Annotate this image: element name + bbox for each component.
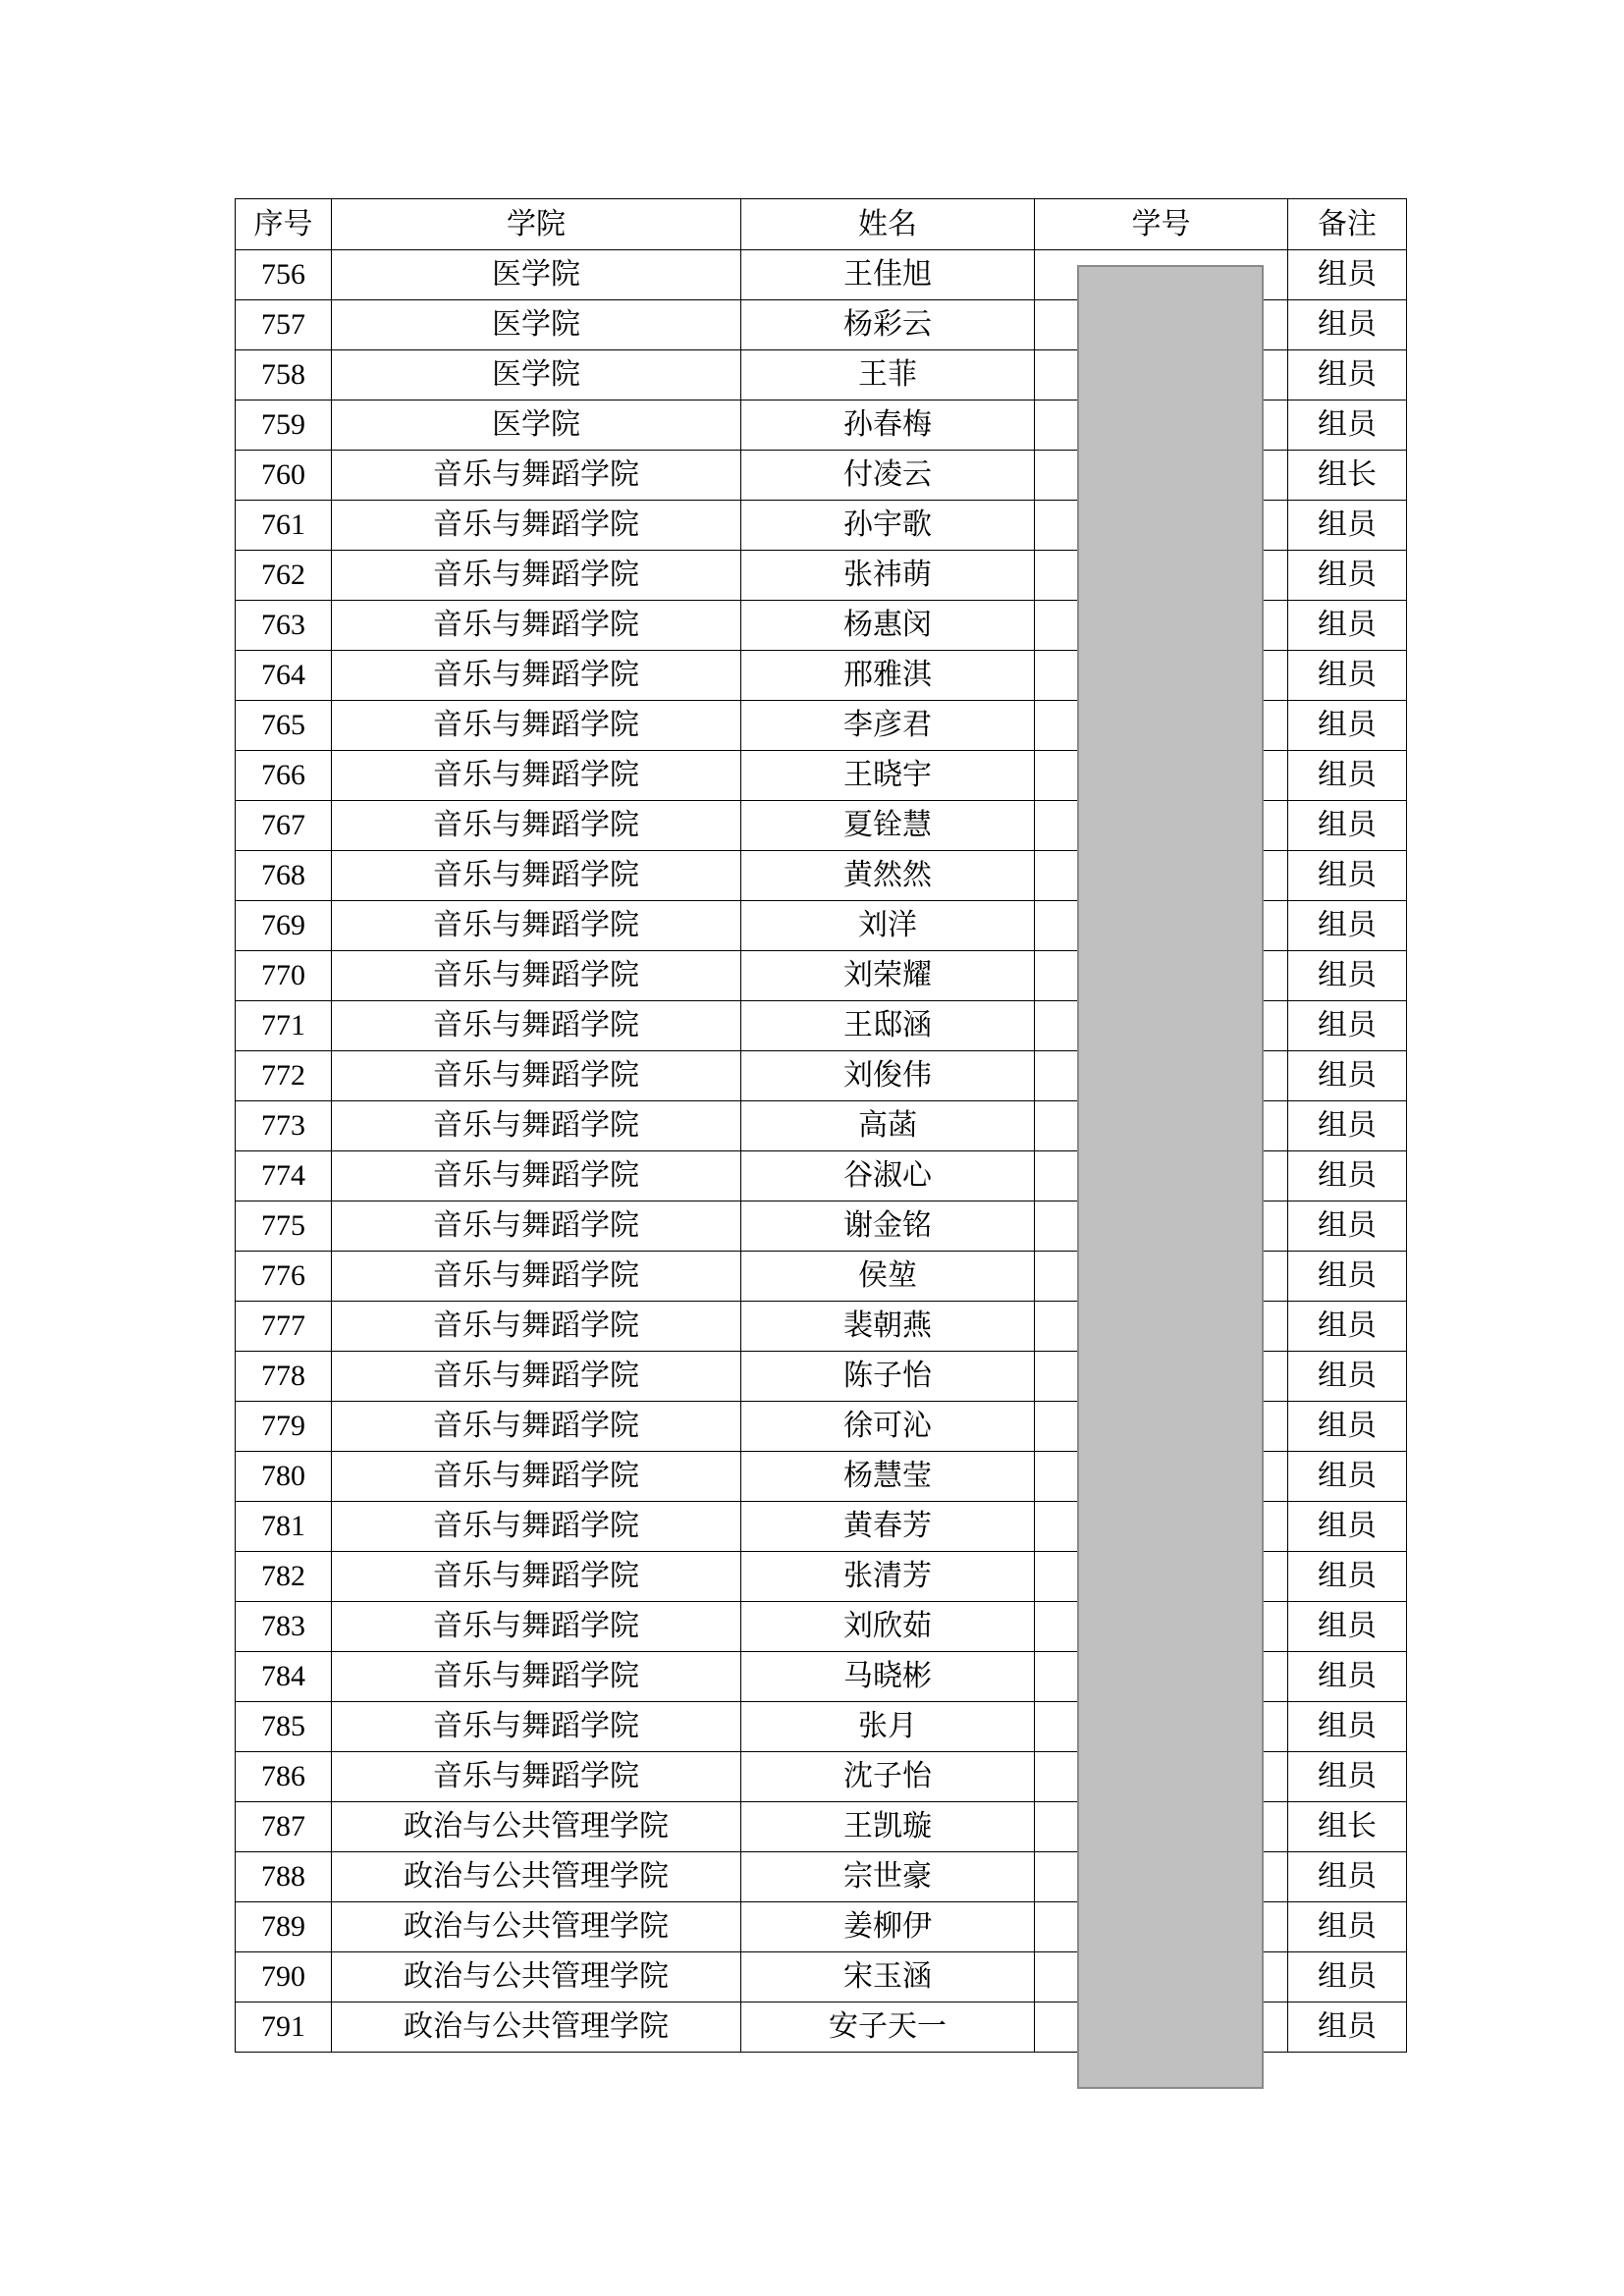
cell-index: 782	[236, 1552, 332, 1602]
cell-name: 刘荣耀	[741, 951, 1035, 1001]
cell-index: 769	[236, 901, 332, 951]
cell-name: 邢雅淇	[741, 651, 1035, 701]
cell-name: 陈子怡	[741, 1352, 1035, 1402]
cell-remark: 组员	[1288, 751, 1407, 801]
cell-college: 音乐与舞蹈学院	[332, 1752, 741, 1802]
cell-index: 790	[236, 1952, 332, 2002]
cell-remark: 组员	[1288, 1252, 1407, 1302]
cell-remark: 组员	[1288, 300, 1407, 350]
cell-index: 761	[236, 501, 332, 551]
cell-remark: 组员	[1288, 1752, 1407, 1802]
cell-college: 音乐与舞蹈学院	[332, 651, 741, 701]
cell-name: 刘洋	[741, 901, 1035, 951]
cell-college: 音乐与舞蹈学院	[332, 1452, 741, 1502]
cell-remark: 组员	[1288, 1352, 1407, 1402]
cell-index: 791	[236, 2002, 332, 2053]
cell-name: 宋玉涵	[741, 1952, 1035, 2002]
cell-college: 政治与公共管理学院	[332, 2002, 741, 2053]
cell-index: 759	[236, 400, 332, 451]
cell-college: 音乐与舞蹈学院	[332, 901, 741, 951]
cell-remark: 组员	[1288, 1952, 1407, 2002]
cell-name: 付凌云	[741, 451, 1035, 501]
cell-index: 775	[236, 1201, 332, 1252]
cell-name: 黄然然	[741, 851, 1035, 901]
cell-college: 医学院	[332, 250, 741, 300]
cell-name: 王菲	[741, 350, 1035, 400]
cell-remark: 组员	[1288, 701, 1407, 751]
cell-index: 777	[236, 1302, 332, 1352]
cell-index: 772	[236, 1051, 332, 1101]
cell-remark: 组员	[1288, 250, 1407, 300]
cell-index: 756	[236, 250, 332, 300]
cell-college: 音乐与舞蹈学院	[332, 451, 741, 501]
cell-college: 音乐与舞蹈学院	[332, 1502, 741, 1552]
cell-name: 徐可沁	[741, 1402, 1035, 1452]
cell-college: 音乐与舞蹈学院	[332, 1702, 741, 1752]
cell-remark: 组员	[1288, 1402, 1407, 1452]
cell-college: 音乐与舞蹈学院	[332, 951, 741, 1001]
cell-index: 779	[236, 1402, 332, 1452]
cell-remark: 组员	[1288, 1452, 1407, 1502]
redaction-block	[1077, 265, 1264, 2089]
cell-name: 张月	[741, 1702, 1035, 1752]
cell-name: 王晓宇	[741, 751, 1035, 801]
cell-index: 784	[236, 1652, 332, 1702]
cell-college: 音乐与舞蹈学院	[332, 1652, 741, 1702]
cell-index: 757	[236, 300, 332, 350]
cell-name: 刘俊伟	[741, 1051, 1035, 1101]
cell-name: 杨惠闵	[741, 601, 1035, 651]
cell-index: 767	[236, 801, 332, 851]
cell-index: 780	[236, 1452, 332, 1502]
cell-name: 张清芳	[741, 1552, 1035, 1602]
cell-name: 侯堃	[741, 1252, 1035, 1302]
cell-name: 马晓彬	[741, 1652, 1035, 1702]
cell-name: 安子天一	[741, 2002, 1035, 2053]
cell-remark: 组员	[1288, 1602, 1407, 1652]
cell-remark: 组员	[1288, 1652, 1407, 1702]
cell-index: 787	[236, 1802, 332, 1852]
cell-name: 杨彩云	[741, 300, 1035, 350]
cell-index: 762	[236, 551, 332, 601]
cell-remark: 组员	[1288, 350, 1407, 400]
cell-name: 裴朝燕	[741, 1302, 1035, 1352]
cell-remark: 组员	[1288, 1552, 1407, 1602]
cell-remark: 组员	[1288, 1902, 1407, 1952]
cell-college: 音乐与舞蹈学院	[332, 1602, 741, 1652]
cell-index: 771	[236, 1001, 332, 1051]
cell-college: 音乐与舞蹈学院	[332, 1051, 741, 1101]
cell-remark: 组员	[1288, 1702, 1407, 1752]
cell-index: 789	[236, 1902, 332, 1952]
cell-remark: 组员	[1288, 1201, 1407, 1252]
cell-index: 778	[236, 1352, 332, 1402]
cell-college: 音乐与舞蹈学院	[332, 1101, 741, 1151]
cell-remark: 组员	[1288, 951, 1407, 1001]
cell-name: 李彦君	[741, 701, 1035, 751]
cell-name: 王邸涵	[741, 1001, 1035, 1051]
cell-index: 766	[236, 751, 332, 801]
cell-name: 宗世豪	[741, 1852, 1035, 1902]
cell-index: 776	[236, 1252, 332, 1302]
cell-index: 773	[236, 1101, 332, 1151]
cell-name: 王凯璇	[741, 1802, 1035, 1852]
cell-index: 781	[236, 1502, 332, 1552]
cell-remark: 组员	[1288, 651, 1407, 701]
cell-name: 刘欣茹	[741, 1602, 1035, 1652]
cell-remark: 组长	[1288, 451, 1407, 501]
cell-college: 音乐与舞蹈学院	[332, 851, 741, 901]
cell-college: 音乐与舞蹈学院	[332, 501, 741, 551]
cell-college: 音乐与舞蹈学院	[332, 801, 741, 851]
cell-index: 768	[236, 851, 332, 901]
cell-remark: 组员	[1288, 1302, 1407, 1352]
cell-index: 774	[236, 1151, 332, 1201]
cell-remark: 组员	[1288, 1502, 1407, 1552]
cell-college: 政治与公共管理学院	[332, 1952, 741, 2002]
cell-remark: 组员	[1288, 551, 1407, 601]
cell-name: 王佳旭	[741, 250, 1035, 300]
cell-name: 孙宇歌	[741, 501, 1035, 551]
cell-remark: 组员	[1288, 1001, 1407, 1051]
cell-index: 783	[236, 1602, 332, 1652]
cell-index: 786	[236, 1752, 332, 1802]
cell-college: 音乐与舞蹈学院	[332, 1352, 741, 1402]
cell-remark: 组员	[1288, 1852, 1407, 1902]
cell-index: 763	[236, 601, 332, 651]
cell-college: 医学院	[332, 300, 741, 350]
cell-college: 音乐与舞蹈学院	[332, 551, 741, 601]
cell-college: 音乐与舞蹈学院	[332, 701, 741, 751]
cell-name: 高菡	[741, 1101, 1035, 1151]
cell-remark: 组员	[1288, 801, 1407, 851]
cell-name: 孙春梅	[741, 400, 1035, 451]
cell-college: 音乐与舞蹈学院	[332, 1252, 741, 1302]
cell-college: 音乐与舞蹈学院	[332, 751, 741, 801]
cell-name: 杨慧莹	[741, 1452, 1035, 1502]
cell-college: 音乐与舞蹈学院	[332, 1402, 741, 1452]
cell-college: 音乐与舞蹈学院	[332, 601, 741, 651]
cell-index: 764	[236, 651, 332, 701]
cell-college: 政治与公共管理学院	[332, 1802, 741, 1852]
cell-college: 医学院	[332, 350, 741, 400]
cell-name: 夏铨慧	[741, 801, 1035, 851]
cell-index: 760	[236, 451, 332, 501]
cell-college: 医学院	[332, 400, 741, 451]
cell-college: 政治与公共管理学院	[332, 1852, 741, 1902]
cell-name: 谢金铭	[741, 1201, 1035, 1252]
cell-college: 音乐与舞蹈学院	[332, 1001, 741, 1051]
cell-index: 770	[236, 951, 332, 1001]
cell-college: 音乐与舞蹈学院	[332, 1302, 741, 1352]
cell-index: 765	[236, 701, 332, 751]
cell-remark: 组长	[1288, 1802, 1407, 1852]
header-student-id: 学号	[1035, 199, 1288, 250]
cell-college: 政治与公共管理学院	[332, 1902, 741, 1952]
cell-index: 758	[236, 350, 332, 400]
cell-remark: 组员	[1288, 1101, 1407, 1151]
cell-name: 张祎萌	[741, 551, 1035, 601]
cell-college: 音乐与舞蹈学院	[332, 1201, 741, 1252]
cell-college: 音乐与舞蹈学院	[332, 1151, 741, 1201]
table-header-row	[236, 199, 1407, 250]
cell-name: 沈子怡	[741, 1752, 1035, 1802]
cell-name: 谷淑心	[741, 1151, 1035, 1201]
cell-index: 788	[236, 1852, 332, 1902]
cell-index: 785	[236, 1702, 332, 1752]
cell-remark: 组员	[1288, 901, 1407, 951]
cell-remark: 组员	[1288, 501, 1407, 551]
cell-name: 姜柳伊	[741, 1902, 1035, 1952]
cell-remark: 组员	[1288, 851, 1407, 901]
cell-name: 黄春芳	[741, 1502, 1035, 1552]
cell-college: 音乐与舞蹈学院	[332, 1552, 741, 1602]
cell-remark: 组员	[1288, 601, 1407, 651]
cell-remark: 组员	[1288, 1151, 1407, 1201]
header-index: 序号	[236, 199, 332, 250]
cell-remark: 组员	[1288, 2002, 1407, 2053]
header-name: 姓名	[741, 199, 1035, 250]
cell-remark: 组员	[1288, 1051, 1407, 1101]
header-college: 学院	[332, 199, 741, 250]
cell-remark: 组员	[1288, 400, 1407, 451]
header-remark: 备注	[1288, 199, 1407, 250]
